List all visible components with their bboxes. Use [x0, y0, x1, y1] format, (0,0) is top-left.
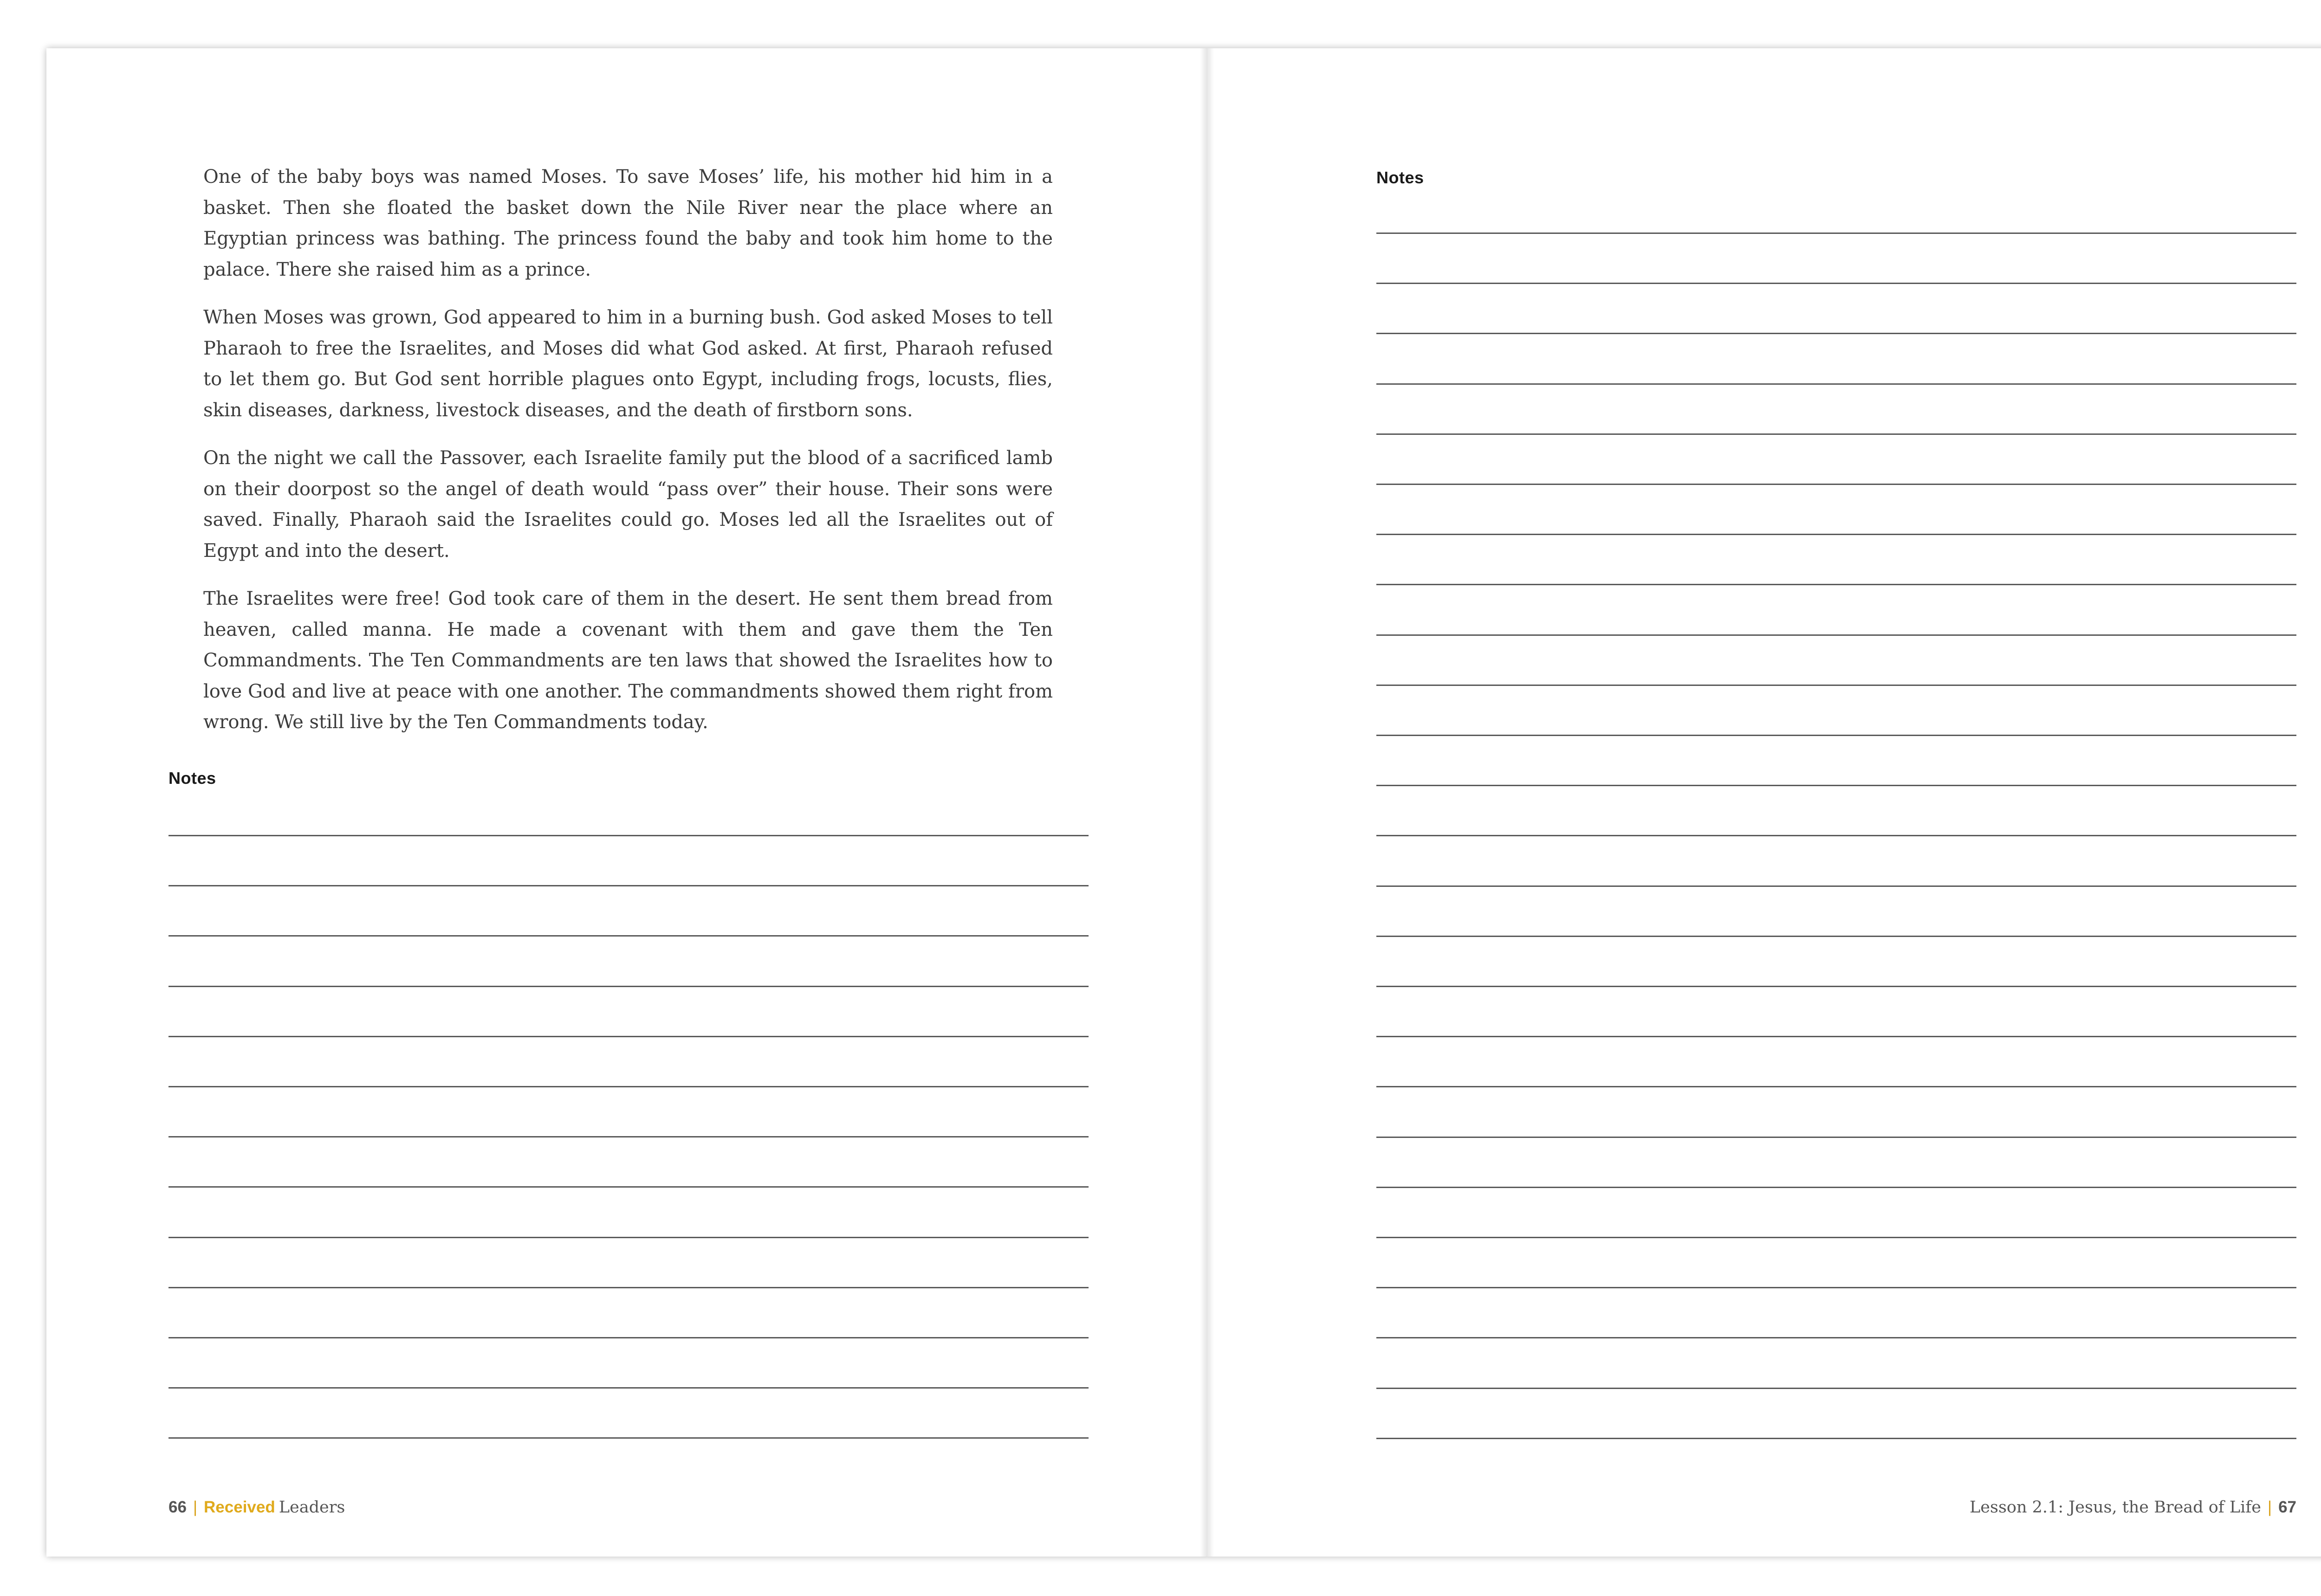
note-line — [169, 986, 1089, 987]
note-line — [169, 1237, 1089, 1238]
note-line — [1376, 1287, 2296, 1288]
note-line — [1376, 283, 2296, 284]
note-line — [1376, 333, 2296, 334]
note-line — [1376, 634, 2296, 636]
paragraph: The Israelites were free! God took care of them in the desert. He sent them bread from heaven, called manna. He made a covenant with them and gave them the Ten Commandments. The Ten Commandments are ten laws that showed the Israelites how to love God and live at peace with one another. The commandments showed them right from wrong. We still live by the Ten Commandments today. — [203, 588, 1053, 733]
note-line — [1376, 534, 2296, 535]
note-line — [1376, 735, 2296, 736]
notes-heading: Notes — [169, 769, 216, 788]
right-page — [1207, 48, 2321, 1557]
note-line — [1376, 1337, 2296, 1338]
note-line — [169, 935, 1089, 937]
brand-subtitle: Leaders — [279, 1498, 345, 1517]
note-line — [1376, 1086, 2296, 1087]
note-line — [1376, 986, 2296, 987]
note-line — [169, 1437, 1089, 1439]
book-spread — [46, 48, 2321, 1557]
note-line — [169, 835, 1089, 836]
note-line — [1376, 1438, 2296, 1439]
note-line — [1376, 835, 2296, 836]
note-line — [169, 1086, 1089, 1087]
note-line — [169, 1036, 1089, 1037]
note-line — [169, 1387, 1089, 1389]
page-number: 67 — [2278, 1498, 2296, 1516]
note-line — [1376, 233, 2296, 234]
paragraph: One of the baby boys was named Moses. To save Moses’ life, his mother hid him in a basket. Then she floated the basket down the Nile River near the place where an Egyptian princess was bathing. The princess found the baby and took him home to the palace. There she raised him as a prince. — [203, 166, 1053, 280]
note-line — [1376, 1237, 2296, 1238]
note-line — [1376, 1137, 2296, 1138]
note-line — [1376, 1187, 2296, 1188]
page-number: 66 — [169, 1498, 187, 1516]
brand-name: Received — [204, 1498, 275, 1516]
paragraph: When Moses was grown, God appeared to him in a burning bush. God asked Moses to tell Pharaoh to free the Israelites, and Moses did what God asked. At first, Pharaoh refused to let them go. But God sent horrible plagues onto Egypt, including frogs, locusts, flies, skin diseases, darkness, livestock diseases, and the death of firstborn sons. — [203, 307, 1053, 421]
note-line — [169, 885, 1089, 886]
note-line — [1376, 785, 2296, 786]
footer-separator: | — [2267, 1498, 2272, 1516]
page-footer — [169, 1498, 345, 1517]
note-line — [1376, 1388, 2296, 1389]
note-line — [169, 1136, 1089, 1137]
footer-separator: | — [193, 1498, 198, 1516]
note-line — [1376, 433, 2296, 435]
note-line — [1376, 885, 2296, 887]
note-line — [1376, 936, 2296, 937]
page-footer — [1970, 1498, 2296, 1517]
note-line — [1376, 584, 2296, 585]
note-line — [1376, 1036, 2296, 1037]
note-line — [1376, 484, 2296, 485]
note-line — [169, 1287, 1089, 1288]
note-line — [1376, 383, 2296, 385]
notes-lines — [1376, 48, 2296, 1557]
note-line — [1376, 685, 2296, 686]
notes-lines — [169, 48, 1089, 1557]
notes-heading: Notes — [1376, 168, 1424, 187]
paragraph: On the night we call the Passover, each Israelite family put the blood of a sacrificed lamb on their doorpost so the angel of death would “pass over” their house. Their sons were saved. Finally, Pharaoh said the Israelites could go. Moses led all the Israelites out of Egypt and into the desert. — [203, 447, 1053, 562]
lesson-title: Lesson 2.1: Jesus, the Bread of Life — [1970, 1498, 2261, 1517]
left-page — [46, 48, 1207, 1557]
note-line — [169, 1337, 1089, 1338]
note-line — [169, 1186, 1089, 1188]
